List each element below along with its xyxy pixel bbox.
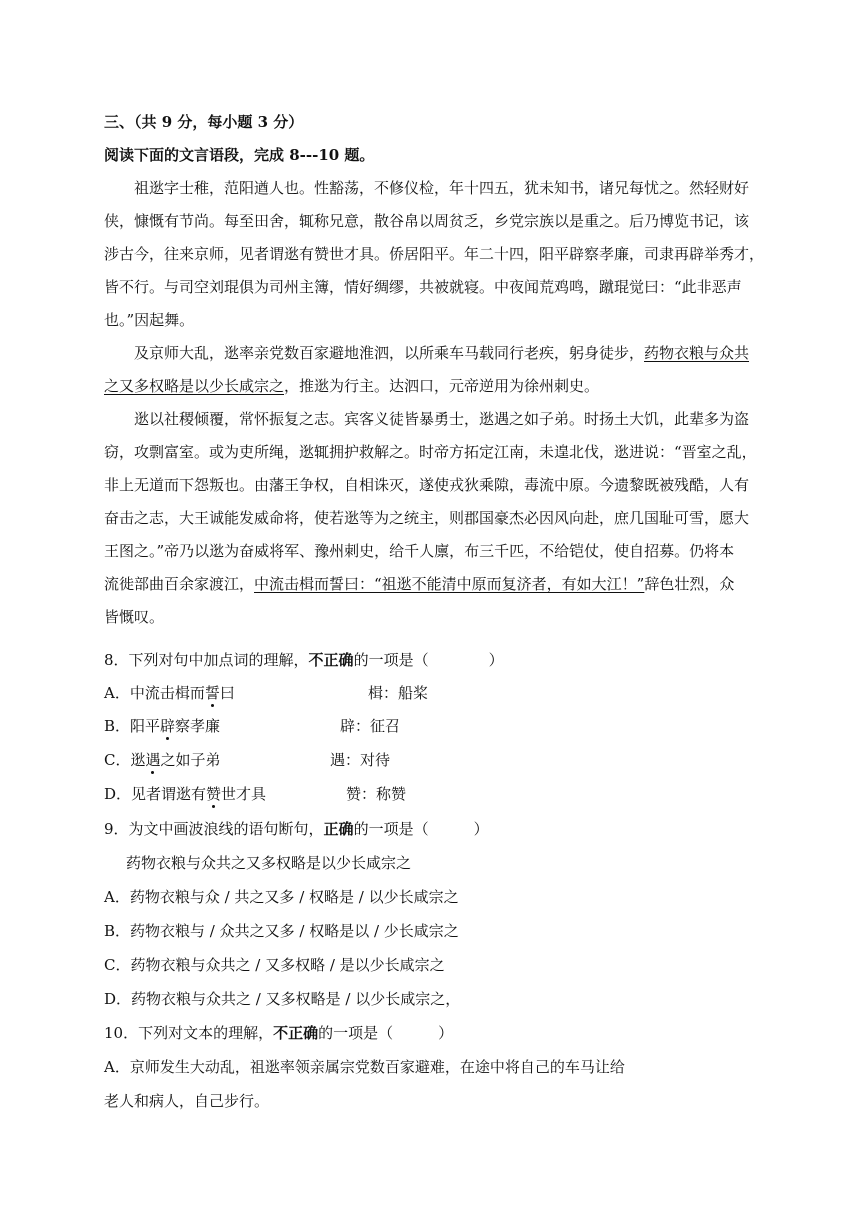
passage-p3-line-3: 非上无道而下怨叛也。由藩王争权，自相诛灭，遂使戎狄乘隙，毒流中原。今遗黎既被残酷，人有 — [104, 476, 750, 494]
q8-option-a-gloss: 楫：船桨 — [368, 684, 429, 702]
q8-d-post: 世才具 — [221, 785, 267, 803]
passage-p3-text-cont: 辞色壮烈，众 — [644, 575, 735, 593]
passage-p3-line-2: 窃，攻剽富室。或为吏所绳，逖辄拥护救解之。时帝方拓定江南，未遑北伐，逖进说：“晋室之乱， — [104, 443, 757, 461]
q10-stem-tail: 的一项是（ ） — [318, 1024, 454, 1042]
q8-b-post: 察孝廉 — [175, 717, 221, 735]
q8-a-pre: A．中流击楫而 — [104, 684, 205, 702]
q8-c-post: 之如子弟 — [160, 751, 221, 769]
passage-p2-line-1 — [134, 343, 749, 363]
q9-option-b: B．药物衣粮与 / 众共之又多 / 权略是以 / 少长咸宗之 — [104, 922, 459, 940]
q9-stem-tail: 的一项是（ ） — [353, 820, 489, 838]
passage-p1-line-4: 皆不行。与司空刘琨俱为司州主簿，情好绸缪，共被就寝。中夜闻荒鸡鸣，蹴琨觉曰：“此非恶声 — [104, 278, 742, 296]
passage-p2-text-cont: ，推逖为行主。达泗口，元帝逆用为徐州刺史。 — [284, 377, 600, 395]
passage-p2-line-2 — [104, 376, 599, 396]
q8-option-d — [104, 784, 266, 804]
section-heading: 三、（共 9 分，每小题 3 分） — [104, 113, 304, 131]
q8-c-dotted-word: 遇 — [145, 751, 161, 769]
q8-stem-text: 8．下列对句中加点词的理解， — [104, 651, 309, 669]
passage-p3-line-7: 皆慨叹。 — [104, 608, 165, 626]
passage-p3-line-6 — [104, 574, 734, 594]
q8-option-c-gloss: 遇：对待 — [330, 751, 391, 769]
q8-option-a — [104, 683, 235, 703]
q9-sentence: 药物衣粮与众共之又多权略是以少长咸宗之 — [126, 854, 412, 872]
q8-b-pre: B．阳平 — [104, 717, 161, 735]
q10-stem-text: 10．下列对文本的理解， — [104, 1024, 274, 1042]
passage-p3-line-5: 王图之。”帝乃以逖为奋威将军、豫州刺史，给千人廪，布三千匹，不给铠仗，使自招募。仍将本 — [104, 542, 735, 560]
q9-stem-emphasis: 正确 — [323, 820, 354, 838]
q8-option-d-gloss: 赞：称赞 — [346, 785, 407, 803]
q8-c-pre: C．逖 — [104, 751, 146, 769]
passage-p1-line-5: 也。”因起舞。 — [104, 311, 195, 329]
q8-d-pre: D．见者谓逖有 — [104, 785, 207, 803]
passage-p2-text: 及京师大乱，逖率亲党数百家避地淮泗，以所乘车马载同行老疾，躬身徒步， — [134, 344, 645, 362]
q9-option-c: C．药物衣粮与众共之 / 又多权略 / 是以少长咸宗之 — [104, 956, 445, 974]
q9-option-a: A．药物衣粮与众 / 共之又多 / 权略是 / 以少长咸宗之 — [104, 888, 459, 906]
q8-option-c — [104, 750, 221, 770]
q10-option-a-line-2: 老人和病人，自己步行。 — [104, 1092, 270, 1110]
q8-b-dotted-word: 辟 — [160, 717, 176, 735]
q8-option-b — [104, 716, 220, 736]
underlined-oath-sentence: 中流击楫而誓曰：“祖逖不能清中原而复济者，有如大江！” — [254, 575, 645, 593]
q10-stem-emphasis: 不正确 — [273, 1024, 319, 1042]
passage-p3-line-1: 逖以社稷倾覆，常怀振复之志。宾客义徒皆暴勇士，逖遇之如子弟。时扬土大饥，此辈多为盗 — [134, 410, 750, 428]
q8-d-dotted-word: 赞 — [206, 785, 222, 803]
q8-stem-tail: 的一项是（ ） — [353, 651, 504, 669]
passage-p3-text: 流徙部曲百余家渡江， — [104, 575, 255, 593]
q9-option-d: D．药物衣粮与众共之 / 又多权略是 / 以少长咸宗之， — [104, 990, 461, 1008]
passage-p1-line-2: 侠，慷慨有节尚。每至田舍，辄称兄意，散谷帛以周贫乏，乡党宗族以是重之。后乃博览书记，该 — [104, 212, 750, 230]
q8-stem — [104, 650, 504, 670]
q8-a-post: 曰 — [219, 684, 235, 702]
passage-p1-line-1: 祖逖字士稚，范阳遒人也。性豁荡，不修仪检，年十四五，犹未知书，诸兄每忧之。然轻财好 — [134, 179, 750, 197]
section-instruction: 阅读下面的文言语段，完成 8---10 题。 — [104, 146, 375, 164]
q10-stem — [104, 1023, 453, 1043]
q8-a-dotted-word: 誓 — [204, 684, 220, 702]
q8-option-b-gloss: 辟：征召 — [340, 717, 401, 735]
passage-p1-line-3: 涉古今，往来京师，见者谓逖有赞世才具。侨居阳平。年二十四，阳平辟察孝廉，司隶再辟举秀才， — [104, 245, 765, 263]
wavy-underlined-sentence-part-2: 之又多权略是以少长咸宗之 — [104, 377, 285, 395]
passage-p3-line-4: 奋击之志，大王诚能发威命将，使若逖等为之统主，则郡国豪杰必因风向赴，庶几国耻可雪，愿大 — [104, 509, 750, 527]
q10-option-a-line-1: A．京师发生大动乱，祖逖率领亲属宗党数百家避难，在途中将自己的车马让给 — [104, 1058, 625, 1076]
q9-stem-text: 9．为文中画波浪线的语句断句， — [104, 820, 324, 838]
q8-stem-emphasis: 不正确 — [308, 651, 354, 669]
q9-stem — [104, 819, 489, 839]
wavy-underlined-sentence-part-1: 药物衣粮与众共 — [644, 344, 750, 362]
